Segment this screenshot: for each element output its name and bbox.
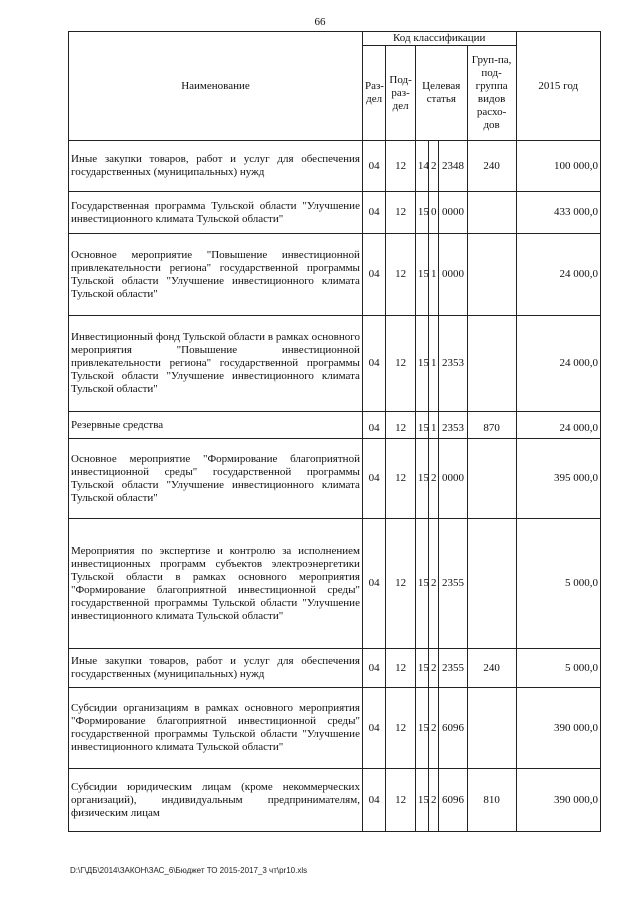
row-section: 04 (362, 192, 385, 234)
footer-file-path: D:\Г\ДБ\2014\ЗАКОН\ЗАС_6\Бюджет ТО 2015-2017_3 чт\pr10.xls (70, 866, 308, 875)
row-section: 04 (362, 234, 385, 316)
row-target-article-direction: 6096 (439, 688, 467, 769)
header-code-classification: Код классификации (362, 32, 516, 46)
row-amount: 390 000,0 (516, 688, 601, 769)
header-subsection: Под-раз-дел (386, 46, 415, 141)
row-expense-group (467, 519, 516, 649)
row-section: 04 (362, 412, 385, 439)
table-row (69, 519, 601, 649)
table-row (69, 688, 601, 769)
row-target-article-subprogram: 2 (429, 519, 439, 649)
row-target-article-direction: 6096 (439, 769, 467, 832)
row-name: Инвестиционный фонд Тульской области в рамках основного мероприятия "Повышение инвестиционной привлекательности региона" государственной программы Тульской области "Улучшение инвестиционного климата Тульской области" (69, 316, 363, 412)
table-row (69, 192, 601, 234)
row-amount: 24 000,0 (516, 234, 601, 316)
table-row (69, 234, 601, 316)
row-subsection: 12 (386, 688, 415, 769)
header-year: 2015 год (516, 32, 601, 141)
row-target-article-subprogram: 2 (429, 769, 439, 832)
row-name: Резервные средства (69, 412, 363, 439)
header-expense-group: Груп-па, под-группа видов расхо-дов (467, 46, 516, 141)
row-target-article-direction: 2353 (439, 316, 467, 412)
row-name: Субсидии юридическим лицам (кроме некоммерческих организаций), индивидуальным предпринимателям, физическим лицам (69, 769, 363, 832)
row-amount: 5 000,0 (516, 649, 601, 688)
row-expense-group: 240 (467, 649, 516, 688)
row-amount: 5 000,0 (516, 519, 601, 649)
row-target-article-program: 15 (415, 439, 428, 519)
table-row (69, 439, 601, 519)
row-section: 04 (362, 316, 385, 412)
row-expense-group (467, 316, 516, 412)
row-target-article-program: 15 (415, 688, 428, 769)
row-target-article-direction: 0000 (439, 192, 467, 234)
row-section: 04 (362, 439, 385, 519)
row-subsection: 12 (386, 316, 415, 412)
row-name: Субсидии организациям в рамках основного мероприятия "Формирование благоприятной инвестиционной среды" государственной программы Тульской области "Улучшение инвестиционного климата Тульской области" (69, 688, 363, 769)
row-subsection: 12 (386, 234, 415, 316)
row-subsection: 12 (386, 192, 415, 234)
row-expense-group (467, 439, 516, 519)
row-subsection: 12 (386, 769, 415, 832)
row-target-article-subprogram: 1 (429, 234, 439, 316)
row-target-article-program: 15 (415, 192, 428, 234)
header-target-article: Целевая статья (415, 46, 467, 141)
row-name: Мероприятия по экспертизе и контролю за исполнением инвестиционных программ субъектов электроэнергетики Тульской области в рамках основного мероприятия "Формирование благоприятной инвестиционной среды" государственной программы Тульской области "Улучшение инвестиционного климата Тульской области" (69, 519, 363, 649)
row-target-article-direction: 2348 (439, 141, 467, 192)
row-target-article-subprogram: 2 (429, 439, 439, 519)
row-expense-group (467, 234, 516, 316)
table-row (69, 141, 601, 192)
row-name: Государственная программа Тульской области "Улучшение инвестиционного климата Тульской области" (69, 192, 363, 234)
row-name: Основное мероприятие "Формирование благоприятной инвестиционной среды" государственной программы Тульской области "Улучшение инвестиционного климата Тульской области" (69, 439, 363, 519)
table-row (69, 769, 601, 832)
row-expense-group (467, 192, 516, 234)
row-target-article-subprogram: 1 (429, 412, 439, 439)
row-target-article-program: 15 (415, 649, 428, 688)
row-target-article-subprogram: 2 (429, 649, 439, 688)
row-target-article-direction: 0000 (439, 439, 467, 519)
row-target-article-subprogram: 2 (429, 141, 439, 192)
row-target-article-program: 15 (415, 316, 428, 412)
row-target-article-program: 15 (415, 769, 428, 832)
row-name: Основное мероприятие "Повышение инвестиционной привлекательности региона" государственной программы Тульской области "Улучшение инвестиционного климата Тульской области" (69, 234, 363, 316)
row-target-article-subprogram: 2 (429, 688, 439, 769)
page-number: 66 (314, 16, 326, 28)
row-target-article-direction: 2355 (439, 649, 467, 688)
header-section: Раз-дел (362, 46, 385, 141)
row-amount: 100 000,0 (516, 141, 601, 192)
row-section: 04 (362, 519, 385, 649)
table-row (69, 649, 601, 688)
row-target-article-direction: 0000 (439, 234, 467, 316)
table-body (69, 141, 601, 832)
row-name: Иные закупки товаров, работ и услуг для обеспечения государственных (муниципальных) нужд (69, 141, 363, 192)
row-target-article-subprogram: 0 (429, 192, 439, 234)
row-subsection: 12 (386, 649, 415, 688)
row-section: 04 (362, 649, 385, 688)
row-target-article-program: 15 (415, 234, 428, 316)
row-expense-group: 810 (467, 769, 516, 832)
row-target-article-program: 15 (415, 412, 428, 439)
budget-table (68, 31, 601, 832)
row-target-article-program: 15 (415, 519, 428, 649)
row-amount: 395 000,0 (516, 439, 601, 519)
row-section: 04 (362, 141, 385, 192)
row-subsection: 12 (386, 519, 415, 649)
header-name: Наименование (69, 32, 363, 141)
row-target-article-direction: 2353 (439, 412, 467, 439)
table-row (69, 316, 601, 412)
row-amount: 24 000,0 (516, 412, 601, 439)
row-section: 04 (362, 769, 385, 832)
row-target-article-program: 14 (415, 141, 428, 192)
row-expense-group (467, 688, 516, 769)
row-target-article-subprogram: 1 (429, 316, 439, 412)
row-amount: 433 000,0 (516, 192, 601, 234)
row-section: 04 (362, 688, 385, 769)
row-amount: 24 000,0 (516, 316, 601, 412)
table-row (69, 412, 601, 439)
row-name: Иные закупки товаров, работ и услуг для обеспечения государственных (муниципальных) нужд (69, 649, 363, 688)
row-subsection: 12 (386, 141, 415, 192)
row-expense-group: 240 (467, 141, 516, 192)
row-expense-group: 870 (467, 412, 516, 439)
row-subsection: 12 (386, 412, 415, 439)
row-subsection: 12 (386, 439, 415, 519)
row-amount: 390 000,0 (516, 769, 601, 832)
row-target-article-direction: 2355 (439, 519, 467, 649)
